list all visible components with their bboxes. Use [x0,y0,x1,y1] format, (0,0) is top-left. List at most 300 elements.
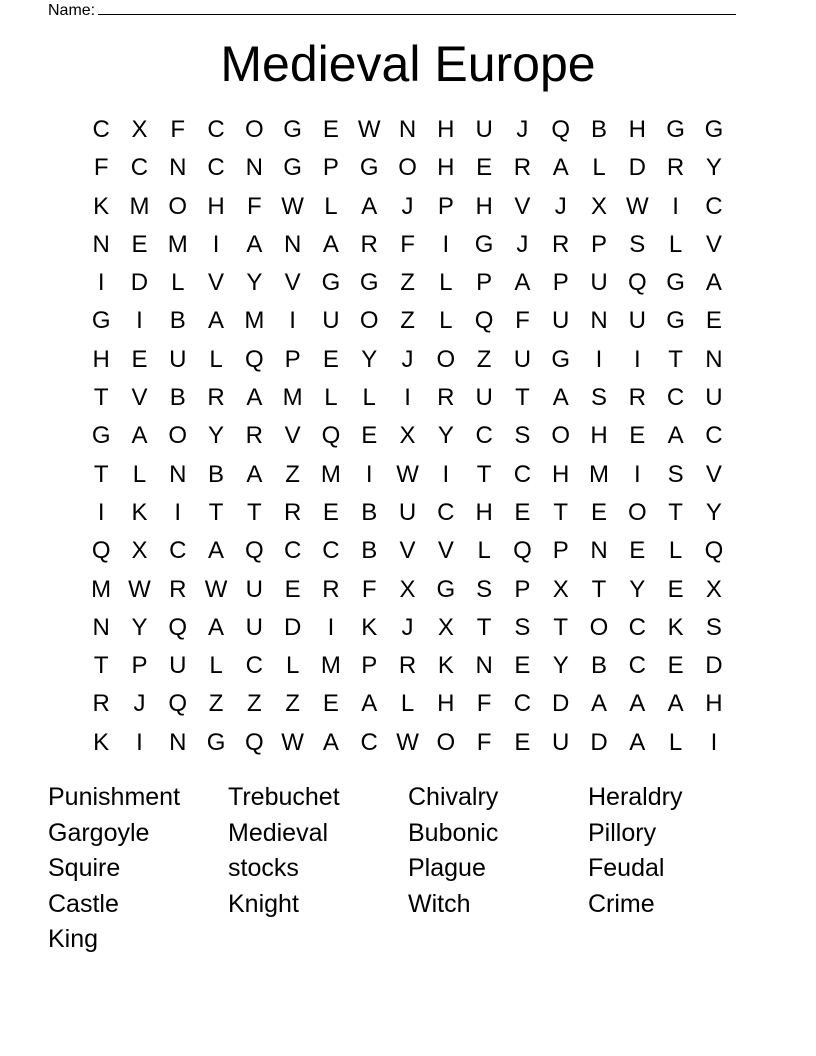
grid-letter: N [398,116,417,143]
grid-letter: C [283,537,302,565]
grid-letter: W [396,728,419,756]
grid-letter: X [705,575,722,603]
grid-letter: L [477,537,491,565]
grid-letter: O [627,498,647,526]
grid-letter: Q [551,116,571,143]
grid-letter: N [92,613,110,641]
grid-letter: I [710,728,718,756]
grid-letter: C [475,422,493,450]
grid-letter: A [208,613,225,641]
word-list-item: Knight [228,889,299,918]
grid-letter: A [591,690,608,718]
grid-letter: F [361,575,377,603]
grid-letter: V [284,269,301,297]
grid-letter: T [668,345,683,373]
grid-letter: Z [285,460,300,488]
grid-letter: G [359,269,379,297]
grid-letter: X [131,116,148,143]
grid-letter: K [437,652,454,680]
grid-letter: I [442,460,450,488]
grid-letter: K [667,613,684,641]
grid-letter: E [322,498,339,526]
grid-letter: N [590,307,608,335]
grid-letter: C [513,460,532,488]
grid-letter: H [475,192,493,220]
grid-letter: C [245,652,263,680]
grid-letter: L [592,154,606,182]
grid-letter: Y [437,422,454,450]
grid-letter: C [437,498,455,526]
grid-letter: K [131,498,148,526]
grid-letter: J [401,613,414,641]
grid-letter: Z [476,345,492,373]
word-list-item: Crime [588,889,655,918]
grid-letter: D [705,652,723,680]
grid-letter: Y [552,652,569,680]
grid-letter: I [97,498,105,526]
grid-letter: E [322,345,339,373]
grid-letter: W [396,460,419,488]
grid-letter: L [285,652,300,680]
grid-letter: A [246,230,263,258]
grid-letter: J [133,690,146,718]
grid-letter: E [667,575,684,603]
grid-letter: R [398,652,417,680]
grid-letter: W [357,116,381,143]
grid-letter: V [131,384,148,412]
grid-letter: L [439,307,453,335]
grid-letter: M [320,460,341,488]
grid-letter: N [169,154,187,182]
grid-letter: G [551,345,571,373]
grid-letter: C [92,116,110,143]
grid-row [82,609,733,647]
grid-letter: R [628,384,646,412]
grid-letter: U [169,652,187,680]
grid-letter: H [475,498,493,526]
grid-letter: C [705,192,723,220]
grid-letter: H [437,154,455,182]
grid-letter: D [552,690,570,718]
grid-letter: P [322,154,339,182]
grid-letter: T [93,652,109,680]
grid-letter: M [244,307,265,335]
grid-letter: P [591,230,608,258]
grid-letter: E [514,652,531,680]
grid-letter: M [589,460,609,488]
grid-letter: P [361,652,378,680]
grid-row [82,724,733,762]
grid-letter: S [629,230,646,258]
grid-letter: K [93,192,110,220]
grid-letter: I [672,192,679,220]
grid-letter: G [666,307,685,335]
grid-letter: A [705,269,722,297]
grid-letter: A [629,690,646,718]
grid-row [82,417,733,455]
grid-letter: A [552,384,569,412]
grid-letter: G [704,116,724,143]
grid-letter: I [633,460,641,488]
grid-letter: E [667,652,684,680]
grid-letter: G [91,422,111,450]
word-list-item: Gargoyle [48,818,150,847]
grid-letter: T [93,460,109,488]
grid-letter: N [475,652,493,680]
grid-letter: A [514,269,531,297]
grid-letter: A [131,422,148,450]
grid-letter: V [284,422,301,450]
grid-letter: O [245,116,264,143]
grid-letter: H [437,690,455,718]
grid-letter: H [92,345,110,373]
grid-letter: W [625,192,649,220]
grid-letter: C [705,422,723,450]
grid-letter: I [174,498,182,526]
grid-letter: Z [208,690,224,718]
grid-letter: C [169,537,187,565]
grid-letter: G [206,728,226,756]
grid-letter: R [437,384,455,412]
grid-letter: V [705,230,722,258]
grid-letter: L [668,230,683,258]
grid-row [82,456,733,494]
grid-letter: Y [246,269,263,297]
grid-letter: Q [513,537,532,565]
grid-letter: E [629,537,646,565]
grid-letter: E [131,230,148,258]
name-field [48,0,736,20]
grid-letter: W [204,575,228,603]
word-list [48,780,768,958]
grid-letter: A [667,422,684,450]
grid-letter: N [169,728,187,756]
grid-letter: U [552,307,570,335]
grid-letter: P [552,269,569,297]
grid-row [82,188,733,226]
grid-letter: I [136,307,143,335]
word-list-item: King [48,925,99,953]
grid-letter: G [474,230,494,258]
grid-letter: B [361,537,378,565]
grid-letter: M [167,230,188,258]
grid-letter: N [283,230,302,258]
grid-letter: T [591,575,607,603]
grid-letter: N [92,230,110,258]
grid-letter: E [131,345,148,373]
grid-letter: Q [245,537,264,565]
grid-letter: H [590,422,608,450]
grid-letter: A [208,537,225,565]
grid-letter: E [322,690,339,718]
grid-letter: E [629,422,646,450]
grid-letter: D [628,154,646,182]
grid-letter: R [92,690,110,718]
grid-letter: L [439,269,453,297]
grid-letter: S [514,613,531,641]
grid-letter: I [136,728,143,756]
grid-letter: H [207,192,225,220]
page-title: Medieval Europe [220,36,596,92]
grid-letter: C [360,728,378,756]
grid-letter: L [209,345,223,373]
grid-letter: S [705,613,722,641]
grid-letter: Q [168,613,188,641]
grid-letter: Q [627,269,647,297]
grid-letter: P [476,269,493,297]
grid-letter: Q [168,690,188,718]
word-list-item: Medieval [228,818,329,847]
grid-letter: Q [474,307,494,335]
grid-letter: L [362,384,376,412]
grid-letter: A [361,690,378,718]
grid-letter: H [552,460,570,488]
grid-letter: F [400,230,415,258]
grid-letter: U [705,384,723,412]
word-list-item: Plague [408,854,486,882]
grid-letter: T [476,613,492,641]
grid-letter: O [436,345,456,373]
grid-row [82,571,733,609]
grid-letter: F [476,690,492,718]
grid-letter: U [398,498,417,526]
grid-letter: K [93,728,110,756]
grid-letter: Z [247,690,262,718]
grid-letter: Y [629,575,646,603]
grid-row [82,532,733,570]
grid-letter: G [359,154,379,182]
grid-letter: E [322,116,339,143]
grid-letter: J [516,230,529,258]
grid-letter: C [513,690,532,718]
grid-letter: B [169,307,186,335]
grid-letter: Y [208,422,225,450]
grid-letter: L [171,269,185,297]
grid-letter: R [169,575,187,603]
grid-letter: P [284,345,301,373]
name-blank-line [98,0,736,15]
grid-letter: O [589,613,609,641]
grid-letter: B [208,460,225,488]
grid-letter: E [591,498,608,526]
grid-letter: O [168,192,188,220]
grid-letter: X [437,613,454,641]
grid-letter: L [132,460,147,488]
grid-letter: H [437,116,455,143]
grid-letter: M [320,652,341,680]
grid-letter: K [361,613,378,641]
word-list-item: Chivalry [408,783,499,811]
word-list-item: Heraldry [588,783,683,811]
grid-letter: O [168,422,188,450]
grid-letter: E [476,154,493,182]
grid-row [82,111,733,149]
grid-letter: A [322,728,339,756]
grid-letter: I [289,307,296,335]
grid-letter: Q [91,537,111,565]
name-label: Name: [48,2,96,19]
grid-letter: N [169,460,187,488]
grid-letter: M [91,575,112,603]
grid-letter: F [247,192,262,220]
grid-letter: U [628,307,646,335]
grid-letter: G [666,269,685,297]
grid-letter: G [666,116,685,143]
grid-letter: C [628,613,646,641]
grid-letter: F [476,728,492,756]
grid-letter: X [552,575,569,603]
grid-letter: L [668,537,683,565]
word-list-item: Witch [408,889,471,918]
grid-letter: B [591,116,608,143]
grid-letter: J [516,116,529,143]
grid-letter: T [208,498,224,526]
grid-letter: E [514,728,531,756]
grid-row [82,685,733,723]
grid-letter: L [400,690,415,718]
grid-letter: T [476,460,492,488]
grid-letter: I [595,345,603,373]
grid-letter: L [324,192,338,220]
grid-letter: T [93,384,109,412]
word-list-item: Feudal [588,854,665,882]
grid-letter: I [633,345,641,373]
grid-letter: X [399,422,416,450]
grid-letter: U [322,307,340,335]
grid-letter: I [442,230,450,258]
grid-letter: A [246,460,263,488]
word-list-item: Pillory [588,818,657,847]
grid-letter: L [324,384,338,412]
grid-letter: E [514,498,531,526]
grid-letter: G [283,154,302,182]
grid-letter: O [551,422,571,450]
word-list-item: Punishment [48,783,181,811]
word-list-item: stocks [228,854,299,882]
grid-letter: A [629,728,646,756]
grid-letter: P [514,575,531,603]
grid-letter: S [667,460,684,488]
grid-letter: V [514,192,531,220]
grid-letter: X [399,575,416,603]
grid-letter: Y [131,613,148,641]
grid-letter: C [207,154,225,182]
grid-letter: A [208,307,225,335]
grid-row [82,149,733,187]
grid-letter: O [436,728,456,756]
grid-letter: G [91,307,111,335]
grid-letter: T [247,498,262,526]
grid-letter: E [361,422,378,450]
grid-letter: B [361,498,378,526]
grid-letter: U [590,269,608,297]
word-list-item: Trebuchet [228,783,340,811]
grid-letter: J [401,345,414,373]
grid-letter: S [476,575,493,603]
grid-letter: Z [285,690,300,718]
grid-letter: G [321,269,341,297]
grid-letter: O [359,307,379,335]
grid-letter: U [245,575,263,603]
grid-letter: S [591,384,608,412]
grid-letter: P [437,192,454,220]
grid-letter: A [322,230,339,258]
grid-letter: W [128,575,151,603]
grid-letter: U [513,345,532,373]
grid-letter: N [590,537,608,565]
grid-letter: A [361,192,378,220]
grid-letter: C [322,537,340,565]
grid-letter: Q [245,728,264,756]
grid-letter: J [401,192,414,220]
grid-letter: J [554,192,567,220]
grid-row [82,226,733,264]
grid-letter: F [515,307,530,335]
word-list-item: Castle [48,889,119,918]
grid-row [82,341,733,379]
grid-row [82,302,733,340]
grid-letter: Y [705,154,722,182]
grid-letter: Q [245,345,264,373]
grid-letter: L [209,652,223,680]
grid-letter: A [552,154,569,182]
grid-letter: R [245,422,263,450]
word-list-item: Bubonic [408,818,499,847]
grid-letter: I [97,269,105,297]
grid-letter: C [666,384,685,412]
grid-letter: L [668,728,683,756]
grid-letter: X [131,537,148,565]
grid-letter: U [475,384,493,412]
grid-letter: I [212,230,220,258]
grid-letter: B [591,652,608,680]
grid-letter: I [404,384,411,412]
grid-letter: U [245,613,263,641]
grid-letter: W [281,728,304,756]
grid-letter: C [628,652,646,680]
grid-letter: M [129,192,150,220]
grid-letter: A [667,690,684,718]
grid-row [82,264,733,302]
grid-letter: C [130,154,149,182]
grid-letter: T [515,384,530,412]
grid-letter: R [666,154,685,182]
grid-letter: N [705,345,723,373]
grid-letter: U [552,728,570,756]
letter-grid [82,111,733,762]
grid-letter: R [552,230,570,258]
grid-letter: F [93,154,109,182]
grid-letter: S [514,422,531,450]
grid-letter: C [207,116,225,143]
grid-letter: A [246,384,263,412]
grid-letter: Y [705,498,722,526]
grid-letter: V [208,269,225,297]
grid-letter: X [591,192,608,220]
grid-letter: Z [400,269,415,297]
grid-letter: E [284,575,301,603]
grid-letter: B [169,384,186,412]
grid-letter: Q [704,537,724,565]
grid-letter: E [705,307,722,335]
grid-row [82,379,733,417]
grid-letter: R [513,154,532,182]
grid-letter: R [360,230,378,258]
grid-letter: Z [400,307,415,335]
grid-letter: F [170,116,186,143]
grid-letter: V [437,537,454,565]
grid-letter: M [282,384,303,412]
